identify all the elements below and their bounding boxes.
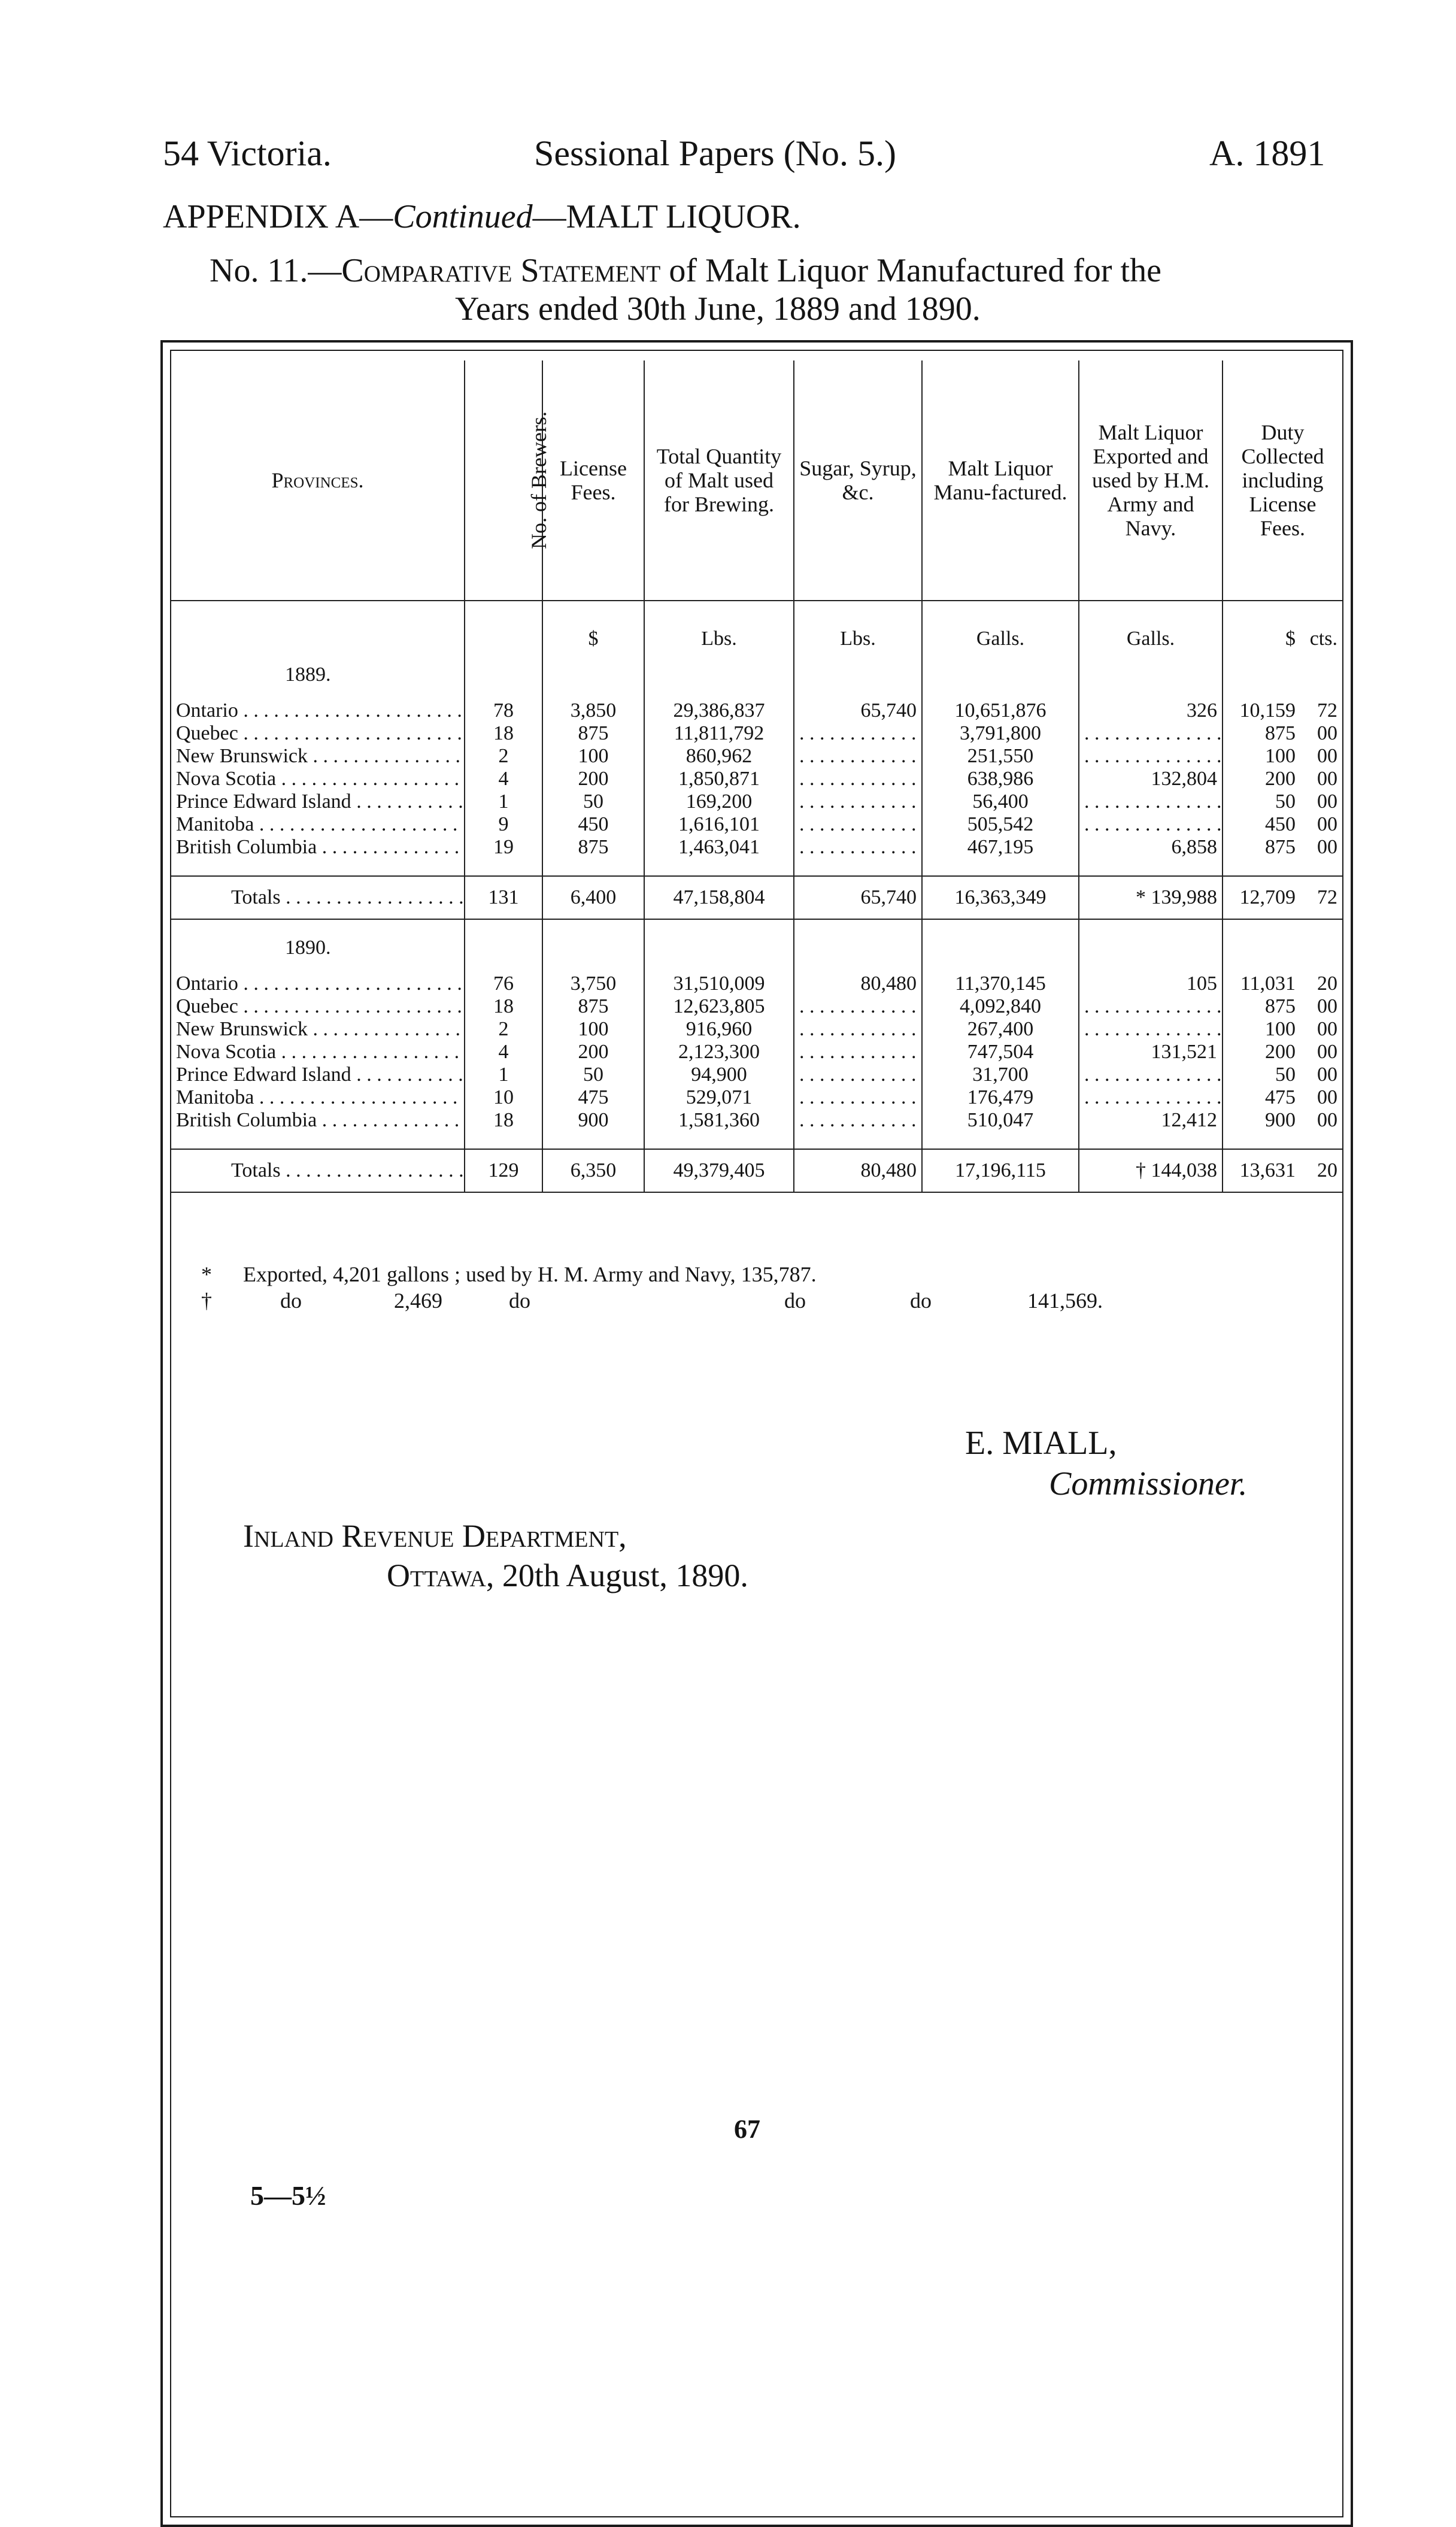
brewers-cell: 9 (465, 813, 542, 836)
malt-cell: 916,960 (644, 1018, 794, 1041)
duty-cents-cell: 00 (1317, 1109, 1337, 1131)
blank-cell (922, 663, 1079, 699)
table-row (171, 1109, 1342, 1132)
brewers-cell: 1 (465, 790, 542, 813)
province-name: Quebec . . . (171, 995, 465, 1018)
fees-cell: 475 (542, 1086, 644, 1109)
fees-cell: 100 (542, 745, 644, 768)
duty-dollars-cell: 875 (1223, 995, 1300, 1018)
sugar-cell (794, 790, 922, 813)
duty-cents-cell: 20 (1317, 972, 1337, 995)
malt-cell: 94,900 (644, 1063, 794, 1086)
duty-dollars-cell: 200 (1223, 1041, 1300, 1063)
blank-cell (171, 859, 465, 876)
table-row (171, 745, 1342, 768)
duty-dollars-cell: 200 (1223, 768, 1300, 790)
province-name: Manitoba . . . (171, 1086, 465, 1109)
blank-cell (794, 663, 922, 699)
exported-total: † 144,038 (1079, 1149, 1223, 1192)
brewers-cell: 2 (465, 1018, 542, 1041)
table-row (171, 768, 1342, 790)
blank-cell (465, 937, 542, 972)
blank-cell (1079, 859, 1223, 876)
sugar-cell: 80,480 (794, 972, 922, 995)
footnote-text: do (910, 1289, 932, 1313)
blank-cell (171, 1132, 465, 1149)
liquor-cell: 10,651,876 (922, 699, 1079, 722)
fees-total: 6,350 (542, 1149, 644, 1192)
footnote-text: 141,569. (1027, 1289, 1103, 1313)
statement-subtitle: Years ended 30th June, 1889 and 1890. (455, 290, 981, 328)
page-number: 67 (734, 2114, 760, 2144)
blank-cell (465, 859, 542, 876)
fees-cell: 200 (542, 1041, 644, 1063)
data-table (171, 360, 1342, 1193)
footnote-text: do (784, 1289, 806, 1313)
blank-cell (465, 663, 542, 699)
brewers-cell: 78 (465, 699, 542, 722)
blank-cell (644, 919, 794, 937)
year-label: 1889. (285, 663, 331, 686)
signature-mark: 5—5½ (250, 2180, 326, 2211)
province-name: Nova Scotia . . . (171, 768, 465, 790)
blank-cell (542, 663, 644, 699)
header-right: A. 1891 (1209, 134, 1325, 173)
liquor-cell: 251,550 (922, 745, 1079, 768)
blank-cell (644, 1132, 794, 1149)
col-exported: Malt Liquor Exported and used by H.M. Army and Navy. (1079, 360, 1223, 601)
header-center: Sessional Papers (No. 5.) (534, 134, 896, 173)
table-row (171, 790, 1342, 813)
duty-cents-cell: 00 (1317, 768, 1337, 790)
table-row (171, 699, 1342, 722)
blank-cell (465, 919, 542, 937)
province-name: British Columbia . . . (171, 1109, 465, 1132)
col-malt-used: Total Quantity of Malt used for Brewing. (644, 360, 794, 601)
exported-cell (1079, 1086, 1223, 1109)
blank-cell (171, 919, 465, 937)
brewers-cell: 2 (465, 745, 542, 768)
blank-cell (1300, 1132, 1342, 1149)
brewers-cell: 19 (465, 836, 542, 859)
unit-lbs-sugar: Lbs. (794, 601, 922, 663)
blank-cell (1300, 919, 1342, 937)
blank-cell (1223, 1132, 1300, 1149)
sugar-cell (794, 1018, 922, 1041)
duty-cents-cell: 00 (1317, 813, 1337, 835)
totals-row (171, 876, 1342, 919)
spacer-row (171, 859, 1342, 876)
col-liquor: Malt Liquor Manu-factured. (922, 360, 1079, 601)
exported-cell (1079, 1063, 1223, 1086)
totals-label: Totals . . . (171, 1149, 465, 1192)
duty-dollars-cell: 100 (1223, 745, 1300, 768)
footnote-mark: † (201, 1289, 212, 1313)
fees-cell: 450 (542, 813, 644, 836)
blank-cell (1223, 919, 1300, 937)
duty-cents-total: 20 (1300, 1149, 1342, 1192)
malt-cell: 11,811,792 (644, 722, 794, 745)
liquor-cell: 638,986 (922, 768, 1079, 790)
footnote-text: do (509, 1289, 530, 1313)
province-name: New Brunswick . . . (171, 745, 465, 768)
table-row (171, 972, 1342, 995)
year-label: 1890. (285, 937, 331, 959)
duty-dollars-cell: 50 (1223, 790, 1300, 813)
exported-cell (1079, 813, 1223, 836)
province-name: Prince Edward Island . . . (171, 790, 465, 813)
sugar-cell (794, 995, 922, 1018)
province-name: Ontario . . . (171, 972, 465, 995)
blank-cell (1079, 1132, 1223, 1149)
blank-cell (922, 937, 1079, 972)
brewers-cell: 76 (465, 972, 542, 995)
blank-cell (922, 859, 1079, 876)
fees-cell: 50 (542, 790, 644, 813)
unit-lbs: Lbs. (644, 601, 794, 663)
units-row (171, 601, 1342, 663)
fees-cell: 900 (542, 1109, 644, 1132)
province-name: Quebec . . . (171, 722, 465, 745)
col-provinces: Provinces. (171, 360, 465, 601)
fees-cell: 50 (542, 1063, 644, 1086)
blank-cell (644, 663, 794, 699)
sugar-cell (794, 813, 922, 836)
col-sugar: Sugar, Syrup, &c. (794, 360, 922, 601)
blank-cell (1223, 937, 1300, 972)
unit-cents: cts. (1309, 628, 1337, 650)
year-row (171, 937, 1342, 972)
exported-cell: 326 (1079, 699, 1223, 722)
liquor-total: 17,196,115 (922, 1149, 1079, 1192)
unit-galls: Galls. (922, 601, 1079, 663)
liquor-total: 16,363,349 (922, 876, 1079, 919)
liquor-cell: 747,504 (922, 1041, 1079, 1063)
sugar-cell (794, 1109, 922, 1132)
duty-dollars-total: 12,709 (1223, 876, 1300, 919)
liquor-cell: 505,542 (922, 813, 1079, 836)
blank-cell (542, 937, 644, 972)
duty-cents-cell: 00 (1317, 1086, 1337, 1108)
fees-cell: 200 (542, 768, 644, 790)
fees-cell: 3,750 (542, 972, 644, 995)
blank-cell (794, 859, 922, 876)
duty-dollars-cell: 875 (1223, 836, 1300, 859)
blank-cell (1223, 663, 1300, 699)
table-row (171, 1041, 1342, 1063)
blank-cell (922, 1132, 1079, 1149)
blank-cell (542, 919, 644, 937)
statement-title: No. 11.—Comparative Statement of Malt Liquor Manufactured for the (210, 252, 1161, 289)
province-name: British Columbia . . . (171, 836, 465, 859)
appendix-title: APPENDIX A—Continued—MALT LIQUOR. (163, 198, 801, 235)
brewers-cell: 18 (465, 722, 542, 745)
table-row (171, 722, 1342, 745)
province-name: Ontario . . . (171, 699, 465, 722)
exported-cell (1079, 745, 1223, 768)
duty-dollars-cell: 11,031 (1223, 972, 1300, 995)
liquor-cell: 267,400 (922, 1018, 1079, 1041)
duty-cents-cell: 00 (1317, 1041, 1337, 1063)
unit-galls-exported: Galls. (1079, 601, 1223, 663)
exported-cell (1079, 790, 1223, 813)
duty-dollars-cell: 450 (1223, 813, 1300, 836)
province-name: New Brunswick . . . (171, 1018, 465, 1041)
malt-cell: 31,510,009 (644, 972, 794, 995)
malt-cell: 29,386,837 (644, 699, 794, 722)
brewers-cell: 4 (465, 1041, 542, 1063)
sugar-cell: 65,740 (794, 699, 922, 722)
signature-title: Commissioner. (1049, 1465, 1248, 1502)
exported-cell: 132,804 (1079, 768, 1223, 790)
province-name: Nova Scotia . . . (171, 1041, 465, 1063)
table-row (171, 1063, 1342, 1086)
duty-cents-cell: 00 (1317, 1063, 1337, 1086)
province-name: Manitoba . . . (171, 813, 465, 836)
brewers-cell: 1 (465, 1063, 542, 1086)
unit-dollar: $ (542, 601, 644, 663)
duty-cents-cell: 00 (1317, 836, 1337, 858)
duty-cents-cell: 72 (1317, 699, 1337, 722)
fees-cell: 875 (542, 722, 644, 745)
sugar-cell (794, 1086, 922, 1109)
table-row (171, 1086, 1342, 1109)
exported-cell: 105 (1079, 972, 1223, 995)
department-line2: Ottawa, 20th August, 1890. (387, 1558, 748, 1593)
duty-cents-cell: 00 (1317, 745, 1337, 767)
exported-cell: 6,858 (1079, 836, 1223, 859)
malt-cell: 860,962 (644, 745, 794, 768)
sugar-cell (794, 722, 922, 745)
table-row (171, 995, 1342, 1018)
table-row (171, 836, 1342, 859)
liquor-cell: 176,479 (922, 1086, 1079, 1109)
table-body (171, 601, 1342, 1192)
sugar-total: 80,480 (794, 1149, 922, 1192)
table-row (171, 813, 1342, 836)
exported-cell: 131,521 (1079, 1041, 1223, 1063)
duty-dollars-cell: 50 (1223, 1063, 1300, 1086)
duty-cents-cell: 00 (1317, 722, 1337, 744)
duty-cents-cell: 00 (1317, 1018, 1337, 1040)
header-left: 54 Victoria. (163, 134, 332, 173)
brewers-total: 131 (465, 876, 542, 919)
fees-cell: 3,850 (542, 699, 644, 722)
footnote-text: do (280, 1289, 302, 1313)
spacer-row (171, 919, 1342, 937)
fees-cell: 100 (542, 1018, 644, 1041)
province-name: Prince Edward Island . . . (171, 1063, 465, 1086)
brewers-cell: 18 (465, 995, 542, 1018)
malt-total: 49,379,405 (644, 1149, 794, 1192)
footnote-text: 2,469 (394, 1289, 442, 1313)
blank-cell (465, 1132, 542, 1149)
blank-cell (644, 937, 794, 972)
blank-cell (644, 859, 794, 876)
blank-cell (542, 859, 644, 876)
fees-total: 6,400 (542, 876, 644, 919)
duty-dollars-total: 13,631 (1223, 1149, 1300, 1192)
col-duty: Duty Collected including License Fees. (1223, 360, 1342, 601)
brewers-cell: 10 (465, 1086, 542, 1109)
blank-cell (1079, 663, 1223, 699)
brewers-cell: 4 (465, 768, 542, 790)
brewers-total: 129 (465, 1149, 542, 1192)
duty-dollars-cell: 475 (1223, 1086, 1300, 1109)
duty-cents-total: 72 (1300, 876, 1342, 919)
malt-cell: 169,200 (644, 790, 794, 813)
duty-dollars-cell: 900 (1223, 1109, 1300, 1132)
blank-cell (1300, 937, 1342, 972)
duty-dollars-cell: 100 (1223, 1018, 1300, 1041)
blank-cell (1079, 919, 1223, 937)
liquor-cell: 4,092,840 (922, 995, 1079, 1018)
exported-total: * 139,988 (1079, 876, 1223, 919)
blank-cell (922, 919, 1079, 937)
liquor-cell: 11,370,145 (922, 972, 1079, 995)
table-header-row (171, 360, 1342, 601)
malt-cell: 1,850,871 (644, 768, 794, 790)
blank-cell (542, 1132, 644, 1149)
sugar-cell (794, 1041, 922, 1063)
malt-cell: 1,616,101 (644, 813, 794, 836)
blank-cell (1300, 859, 1342, 876)
malt-cell: 1,463,041 (644, 836, 794, 859)
liquor-cell: 510,047 (922, 1109, 1079, 1132)
unit-duty-dollar: $ (1223, 601, 1300, 663)
sugar-cell (794, 768, 922, 790)
malt-cell: 529,071 (644, 1086, 794, 1109)
fees-cell: 875 (542, 995, 644, 1018)
exported-cell: 12,412 (1079, 1109, 1223, 1132)
signature-name: E. MIALL, (965, 1425, 1117, 1462)
exported-cell (1079, 1018, 1223, 1041)
col-license-fees: License Fees. (542, 360, 644, 601)
malt-cell: 2,123,300 (644, 1041, 794, 1063)
totals-row (171, 1149, 1342, 1192)
duty-dollars-cell: 875 (1223, 722, 1300, 745)
liquor-cell: 3,791,800 (922, 722, 1079, 745)
sugar-total: 65,740 (794, 876, 922, 919)
blank-cell (1079, 937, 1223, 972)
department-line1: Inland Revenue Department, (243, 1518, 627, 1554)
col-brewers: No. of Brewers. (465, 360, 542, 601)
malt-cell: 12,623,805 (644, 995, 794, 1018)
liquor-cell: 467,195 (922, 836, 1079, 859)
exported-cell (1079, 722, 1223, 745)
malt-total: 47,158,804 (644, 876, 794, 919)
spacer-row (171, 1132, 1342, 1149)
blank-cell (794, 1132, 922, 1149)
blank-cell (794, 937, 922, 972)
malt-cell: 1,581,360 (644, 1109, 794, 1132)
brewers-cell: 18 (465, 1109, 542, 1132)
blank-cell (1223, 859, 1300, 876)
sugar-cell (794, 836, 922, 859)
blank-cell (1300, 663, 1342, 699)
sugar-cell (794, 745, 922, 768)
footnote-mark: * (201, 1262, 212, 1286)
table-row (171, 1018, 1342, 1041)
duty-dollars-cell: 10,159 (1223, 699, 1300, 722)
footnote-text: Exported, 4,201 gallons ; used by H. M. Army and Navy, 135,787. (243, 1262, 817, 1286)
year-row (171, 663, 1342, 699)
liquor-cell: 56,400 (922, 790, 1079, 813)
liquor-cell: 31,700 (922, 1063, 1079, 1086)
duty-cents-cell: 00 (1317, 995, 1337, 1017)
fees-cell: 875 (542, 836, 644, 859)
blank-cell (794, 919, 922, 937)
totals-label: Totals . . . (171, 876, 465, 919)
sugar-cell (794, 1063, 922, 1086)
exported-cell (1079, 995, 1223, 1018)
duty-cents-cell: 00 (1317, 790, 1337, 813)
